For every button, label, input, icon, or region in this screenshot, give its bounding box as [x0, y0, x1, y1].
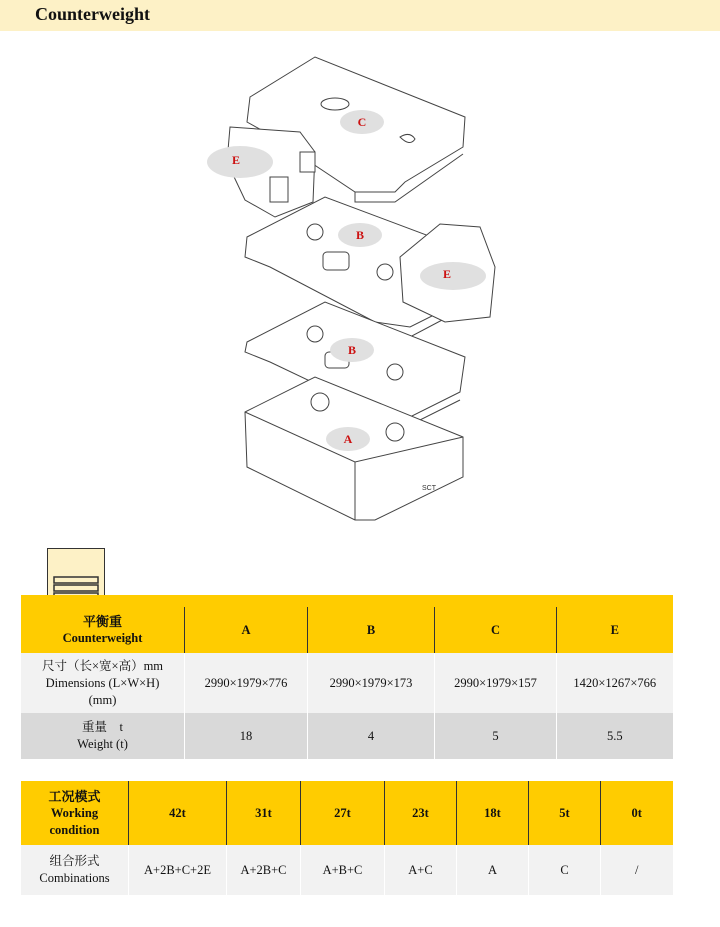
table-cell: /: [601, 845, 673, 895]
table-cell: 2990×1979×776: [185, 653, 308, 713]
page-header: [0, 0, 720, 31]
table-header-row: [21, 607, 673, 653]
diagram-label-e2: E: [442, 267, 452, 281]
page-title: Counterweight: [35, 4, 150, 24]
table-cell: A+C: [385, 845, 457, 895]
table-cell: 2990×1979×157: [435, 653, 557, 713]
working-condition-header-cell: 工况模式 Working condition: [21, 781, 129, 845]
column-header: E: [557, 607, 673, 653]
table-cell: 5: [435, 713, 557, 759]
table-cell: A+B+C: [301, 845, 385, 895]
column-header: 5t: [529, 781, 601, 845]
row-label-combinations: 组合形式 Combinations: [21, 845, 129, 895]
column-header: 27t: [301, 781, 385, 845]
counterweight-header-cell: 平衡重 Counterweight: [21, 607, 185, 653]
row-label-weight: 重量 t Weight (t): [21, 713, 185, 759]
table-header-row: [21, 781, 673, 845]
column-header: 31t: [227, 781, 301, 845]
column-header: 0t: [601, 781, 673, 845]
table-row-weight: [21, 713, 673, 759]
counterweight-table: [20, 595, 673, 759]
table-cell: 4: [308, 713, 435, 759]
row-label-dimensions: 尺寸（长×宽×高）mm Dimensions (L×W×H) (mm): [21, 653, 185, 713]
table-cell: 2990×1979×173: [308, 653, 435, 713]
table-cell: 1420×1267×766: [557, 653, 673, 713]
table-cell: 18: [185, 713, 308, 759]
diagram-label-b2: B: [347, 343, 357, 357]
column-header: A: [185, 607, 308, 653]
table-cell: C: [529, 845, 601, 895]
table-cell: A: [457, 845, 529, 895]
column-header: 42t: [129, 781, 227, 845]
diagram-label-c: C: [357, 115, 367, 129]
diagram-label-e1: E: [231, 153, 241, 167]
diagram-label-a: A: [343, 432, 353, 446]
table-row-combinations: [21, 845, 673, 895]
column-header: B: [308, 607, 435, 653]
table-cell: A+2B+C+2E: [129, 845, 227, 895]
column-header: 23t: [385, 781, 457, 845]
column-header: 18t: [457, 781, 529, 845]
table-cell: 5.5: [557, 713, 673, 759]
diagram-label-bg-e2: [420, 262, 486, 290]
working-condition-table: [20, 781, 673, 895]
table-row-dimensions: [21, 653, 673, 713]
column-header: C: [435, 607, 557, 653]
diagram-label-b1: B: [355, 228, 365, 242]
table-cell: A+2B+C: [227, 845, 301, 895]
counterweight-exploded-diagram: [205, 52, 505, 532]
plate-mark: SCT: [422, 485, 436, 492]
